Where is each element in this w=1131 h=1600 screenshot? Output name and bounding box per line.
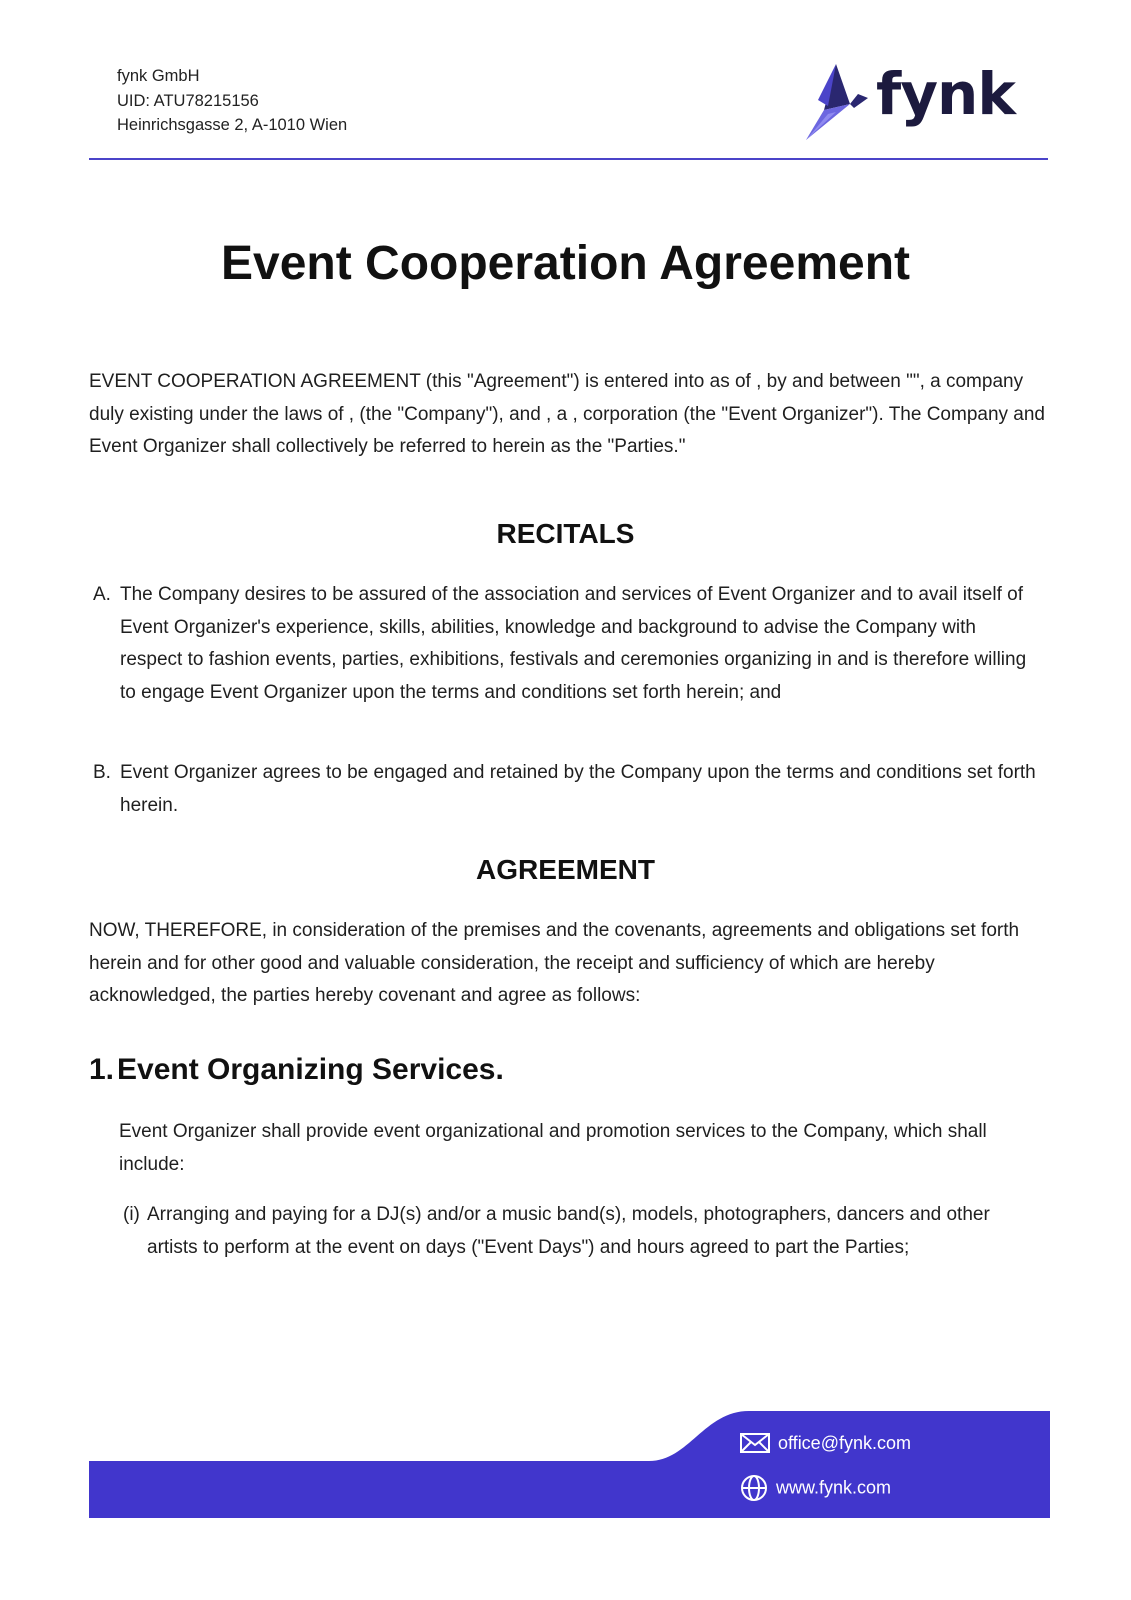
intro-paragraph: EVENT COOPERATION AGREEMENT (this "Agreement") is entered into as of , by and between "", a company duly existing under the laws of , (the "Company"), and , a , corporation (the "Event Organizer"). The Company and Event Organizer shall collectively be referred to herein as the "Parties." — [89, 371, 1046, 457]
agreement-heading: AGREEMENT — [476, 854, 655, 885]
recital-marker: A. — [93, 584, 111, 605]
email-text: office@fynk.com — [778, 1432, 911, 1453]
therefore-paragraph: NOW, THEREFORE, in consideration of the premises and the covenants, agreements and obligations set forth herein and for other good and valuable consideration, the receipt and sufficiency of which are hereby acknowledged, the parties hereby covenant and agree as follows: — [89, 920, 1020, 1006]
letterhead — [89, 60, 1048, 160]
section-number: 1. — [89, 1053, 115, 1086]
company-address: Heinrichsgasse 2, A-1010 Wien — [117, 116, 348, 134]
section-intro: Event Organizer shall provide event organizational and promotion services to the Company, which shall include: — [119, 1121, 987, 1175]
footer-website[interactable] — [740, 1474, 891, 1502]
section-heading — [89, 1053, 504, 1087]
globe-icon — [740, 1474, 768, 1502]
section-title: Event Organizing Services. — [117, 1053, 504, 1086]
recital-marker: B. — [93, 762, 111, 783]
website-text: www.fynk.com — [776, 1477, 892, 1498]
service-item-marker: (i) — [123, 1204, 140, 1225]
company-name: fynk GmbH — [117, 67, 200, 85]
recitals-heading: RECITALS — [496, 518, 635, 549]
company-uid: UID: ATU78215156 — [117, 91, 259, 110]
logo-wordmark: fynk — [876, 60, 1015, 128]
recital-item — [93, 579, 1038, 709]
service-item — [123, 1199, 1023, 1264]
recital-item — [93, 757, 1038, 822]
company-info — [117, 64, 347, 138]
recital-text: Event Organizer agrees to be engaged and retained by the Company upon the terms and conditions set forth herein. — [120, 762, 1036, 816]
service-item-text: Arranging and paying for a DJ(s) and/or a music band(s), models, photographers, dancers and other artists to perform at the event on days ("Event Days") and hours agreed to part the Parties; — [147, 1204, 990, 1258]
envelope-icon — [740, 1433, 770, 1453]
recital-text: The Company desires to be assured of the association and services of Event Organizer and to avail itself of Event Organizer's experience, skills, abilities, knowledge and background to advise the Company with respect to fashion events, parties, exhibitions, festivals and ceremonies organizing in and is therefore willing to engage Event Organizer upon the terms and conditions set forth herein; and — [120, 584, 1027, 703]
footer-shape — [89, 1411, 1050, 1518]
page-title: Event Cooperation Agreement — [221, 237, 910, 290]
footer-email[interactable] — [740, 1432, 911, 1454]
footer-band — [89, 1411, 1050, 1518]
bird-logo-icon — [806, 64, 876, 144]
header-rule — [89, 158, 1048, 160]
fynk-logo — [806, 60, 1015, 144]
